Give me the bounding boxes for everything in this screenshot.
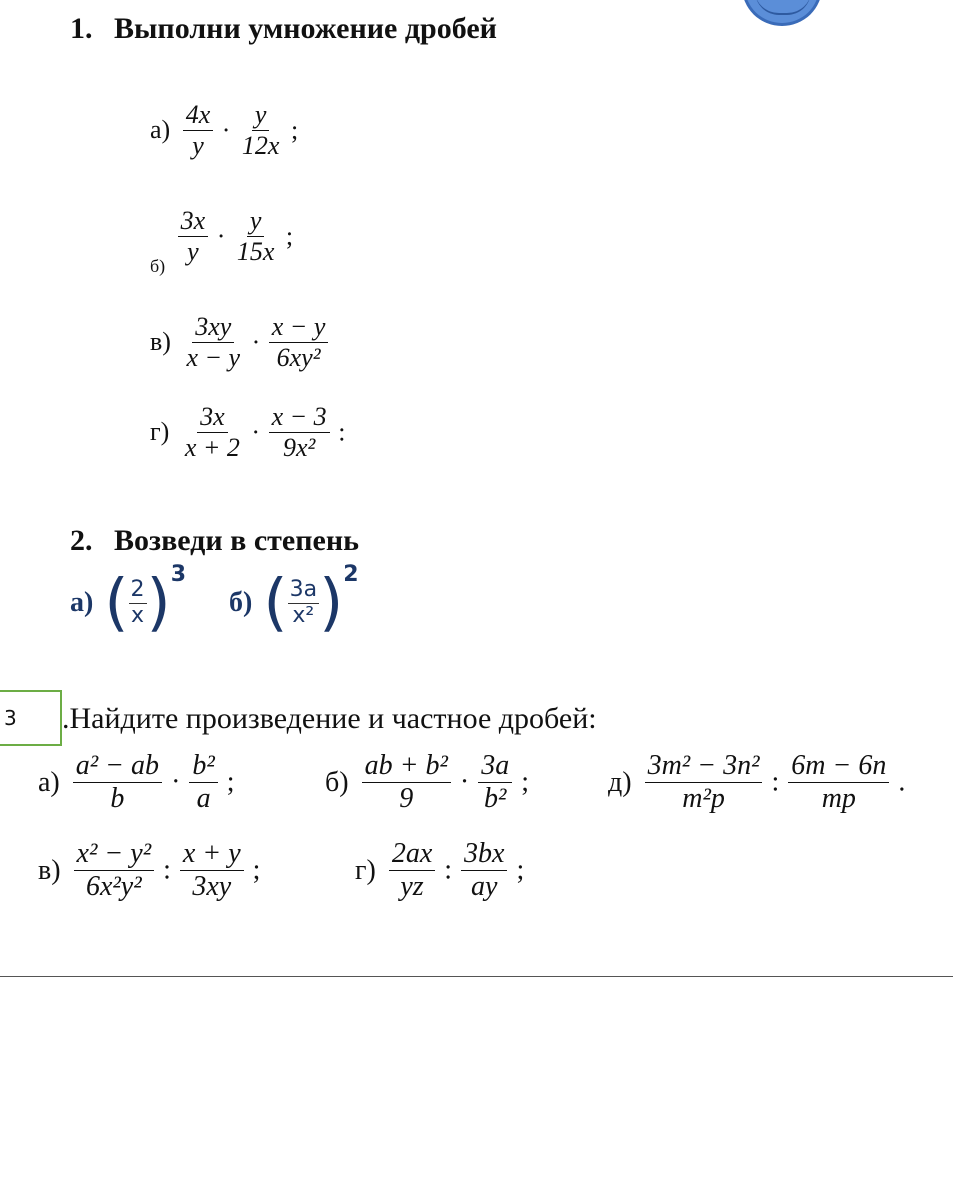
fraction: $\frac{\text{ab + b²}}{9}$ [362,750,451,815]
task2-item-a: а) ( $\frac{2}{x}$ )$^3$ [70,562,187,639]
task2-items [70,562,359,639]
fraction: $\frac{3bx}{ay}$ [461,838,507,903]
fraction: $\frac{6m - 6n}{mp}$ [788,750,889,815]
task3-item-v: в) $\frac{\text{x² − y²}}{\text{6x²y²}}$ : $\frac{x + y}{3xy}$ ; [38,838,261,903]
fraction: $\frac{x + y}{3xy}$ [180,838,244,903]
fraction: $\frac{\text{a² − ab}}{b}$ [73,750,162,815]
fraction: $\frac{4x}{y}$ [183,100,214,161]
task1-item-a: а) $\frac{4x}{y}$ · $\frac{y}{12x}$ ; [150,100,299,160]
task3-item-d: д) $\frac{\text{3m² − 3n²}}{\text{m²p}}$ : $\frac{6m - 6n}{mp}$ . [608,750,906,815]
fraction: $\frac{\text{x² − y²}}{\text{6x²y²}}$ [74,838,155,903]
task2-heading [70,524,359,558]
task3-item-a: а) $\frac{\text{a² − ab}}{b}$ · $\frac{\text{b²}}{a}$ ; [38,750,235,815]
task1-number: 1. [70,12,93,45]
task1-item-b: $_{б)}$ $\frac{3x}{y}$ · $\frac{y}{15x}$ ; [150,206,294,277]
fraction: $\frac{3a}{\text{x²}}$ [289,577,318,628]
fraction: $\frac{\text{3m² − 3n²}}{\text{m²p}}$ [645,750,763,815]
task1-item-g: г) $\frac{3x}{x + 2}$ · $\frac{x - 3}{\text{9x²}}$ : [150,402,346,462]
task3-item-g: г) $\frac{2ax}{yz}$ : $\frac{3bx}{ay}$ ; [355,838,525,903]
fraction: $\frac{2}{x}$ [130,577,145,628]
fraction: $\frac{3x}{y}$ [178,206,209,267]
task1-title: Выполни умножение дробей [114,12,497,45]
fraction: $\frac{y}{15x}$ [236,206,275,266]
task2-item-b: б) ( $\frac{3a}{\text{x²}}$ )$^2$ [229,562,359,639]
fraction: $\frac{x - y}{\text{6xy²}}$ [269,312,329,373]
task3-number-box: 3 [0,690,62,746]
fraction: $\frac{3xy}{x - y}$ [186,312,241,372]
fraction: $\frac{\text{b²}}{a}$ [189,750,217,815]
task2-number: 2. [70,524,93,557]
task3-title: .Найдите произведение и частное дробей: [62,702,597,735]
task3-item-b: б) $\frac{\text{ab + b²}}{9}$ · $\frac{3a}{\text{b²}}$ ; [325,750,529,815]
fraction: $\frac{x - 3}{\text{9x²}}$ [269,402,330,463]
page-divider [0,976,953,977]
fraction: $\frac{3a}{\text{b²}}$ [478,750,512,815]
fraction: $\frac{3x}{x + 2}$ [184,402,240,462]
circle-icon [742,0,822,26]
fraction: $\frac{y}{12x}$ [241,100,280,160]
fraction: $\frac{2ax}{yz}$ [389,838,435,903]
task1-item-v: в) $\frac{3xy}{x - y}$ · $\frac{x - y}{\text{6xy²}}$ [150,312,330,373]
task1-heading [70,12,497,46]
task2-title: Возведи в степень [114,524,359,557]
